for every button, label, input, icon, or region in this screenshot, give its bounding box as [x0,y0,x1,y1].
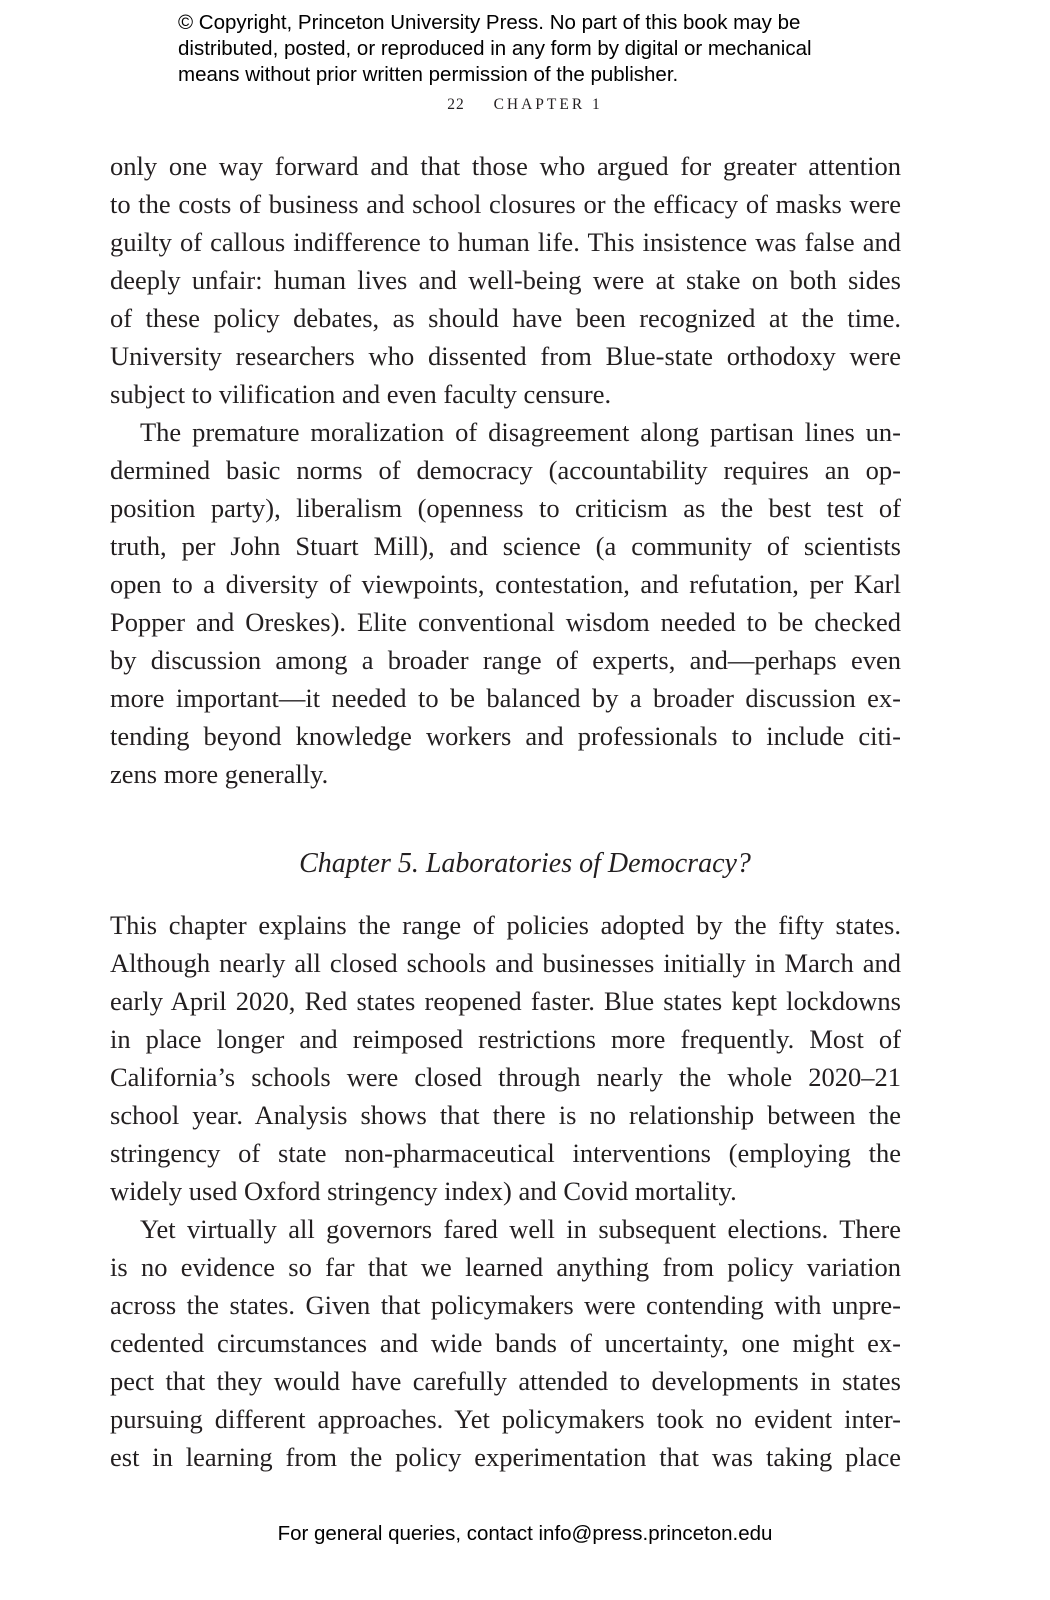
text-line: Popper and Oreskes). Elite conventional wisdom needed to be checked [110,607,901,637]
section-heading: Chapter 5. Laboratories of Democracy? [299,848,751,879]
text-line: stringency of state non-pharmaceutical interventions (employing the [110,1138,901,1168]
text-line: dermined basic norms of democracy (accountability requires an op- [110,455,901,485]
text-line: truth, per John Stuart Mill), and science (a community of scientists [110,531,901,561]
text-line: open to a diversity of viewpoints, contestation, and refutation, per Karl [110,569,901,599]
text-line: is no evidence so far that we learned anything from policy variation [110,1252,901,1282]
text-line: University researchers who dissented from Blue-state orthodoxy were [110,341,901,371]
text-line: subject to vilification and even faculty censure. [110,379,612,409]
text-line: school year. Analysis shows that there is no relationship between the [110,1100,901,1130]
text-line: widely used Oxford stringency index) and Covid mortality. [110,1176,737,1206]
text-line: early April 2020, Red states reopened faster. Blue states kept lockdowns [110,986,901,1016]
text-line: Yet virtually all governors fared well in subsequent elections. There [140,1214,901,1244]
text-line: guilty of callous indifference to human life. This insistence was false and [110,227,901,257]
text-line: zens more generally. [110,759,329,789]
running-head [0,96,1050,114]
page-number: 22 [447,96,465,113]
text-line: by discussion among a broader range of experts, and—perhaps even [110,645,901,675]
text-line: cedented circumstances and wide bands of uncertainty, one might ex- [110,1328,901,1358]
text-line: in place longer and reimposed restrictions more frequently. Most of [110,1024,901,1054]
text-line: of these policy debates, as should have been recognized at the time. [110,303,901,333]
copyright-line: © Copyright, Princeton University Press. No part of this book may be [178,11,801,34]
copyright-line: means without prior written permission of the publisher. [178,63,679,86]
text-line: to the costs of business and school closures or the efficacy of masks were [110,189,901,219]
copyright-line: distributed, posted, or reproduced in any form by digital or mechanical [178,37,812,60]
chapter-label: CHAPTER 1 [493,96,603,113]
text-line: position party), liberalism (openness to criticism as the best test of [110,493,901,523]
text-line: pect that they would have carefully attended to developments in states [110,1366,901,1396]
text-line: The premature moralization of disagreement along partisan lines un- [140,417,901,447]
text-line: Although nearly all closed schools and businesses initially in March and [110,948,901,978]
text-line: pursuing different approaches. Yet policymakers took no evident inter- [110,1404,901,1434]
text-line: California’s schools were closed through nearly the whole 2020–21 [110,1062,901,1092]
text-line: across the states. Given that policymakers were contending with unpre- [110,1290,901,1320]
text-line: more important—it needed to be balanced by a broader discussion ex- [110,683,901,713]
text-line: tending beyond knowledge workers and professionals to include citi- [110,721,901,751]
copyright-notice [178,10,878,88]
text-line: est in learning from the policy experimentation that was taking place [110,1442,901,1472]
text-line: deeply unfair: human lives and well-being were at stake on both sides [110,265,901,295]
text-line: This chapter explains the range of policies adopted by the fifty states. [110,910,901,940]
text-line: only one way forward and that those who argued for greater attention [110,151,901,181]
footer-contact: For general queries, contact info@press.princeton.edu [277,1522,773,1545]
